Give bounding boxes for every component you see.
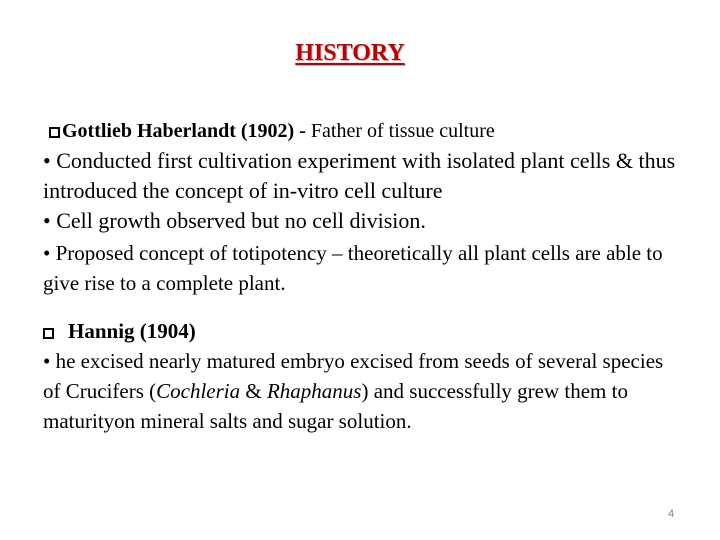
haberlandt-name: Gottlieb Haberlandt (1902) [62, 120, 295, 142]
hollow-square-bullet-icon [49, 127, 60, 138]
genus-rhaphanus: Rhaphanus [266, 379, 362, 403]
hannig-section [43, 318, 683, 436]
hannig-heading [43, 318, 683, 344]
genus-cochleria: Cochleria [156, 379, 241, 403]
hollow-square-bullet-icon [43, 328, 54, 339]
slide-title: HISTORY [295, 40, 405, 66]
hannig-ampersand: & [240, 379, 267, 403]
haberlandt-separator: - [294, 120, 311, 142]
hannig-text-after: ) and successfully grew them to maturityon mineral salts and sugar solution. [43, 379, 628, 433]
haberlandt-role: Father of tissue culture [310, 120, 495, 142]
hannig-text-before: • he excised nearly matured embryo excised from seeds of several species of Crucifers ( [43, 349, 664, 403]
haberlandt-bullet-totipotency: • Proposed concept of totipotency – theoretically all plant cells are able to give rise to a complete plant. [43, 241, 663, 295]
haberlandt-bullet-first-cultivation: • Conducted first cultivation experiment with isolated plant cells & thus introduced the concept of in-vitro cell culture [43, 148, 676, 203]
haberlandt-bullet-cell-growth: • Cell growth observed but no cell division. [43, 208, 426, 233]
haberlandt-section [43, 118, 683, 298]
haberlandt-heading [49, 118, 683, 144]
page-number: 4 [668, 508, 675, 520]
hannig-bullet-embryo-culture [43, 346, 683, 436]
hannig-name: Hannig (1904) [68, 319, 196, 343]
